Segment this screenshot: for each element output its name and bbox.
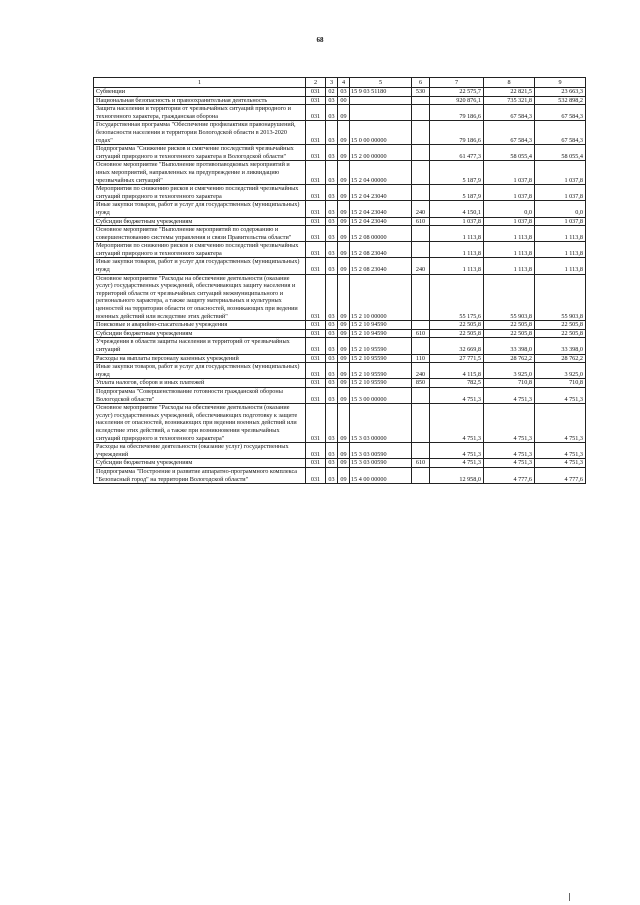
subsection-code-cell: 09 <box>338 379 350 388</box>
table-row <box>94 443 586 459</box>
amount-year2-cell: 1 113,8 <box>484 242 535 258</box>
ministry-code-cell: 031 <box>306 185 326 201</box>
table-body <box>94 88 586 484</box>
expense-type-cell <box>412 387 430 403</box>
amount-year2-cell: 33 398,0 <box>484 338 535 354</box>
subsection-code-cell: 09 <box>338 404 350 443</box>
table-row <box>94 161 586 185</box>
row-name-cell: Субсидии бюджетным учреждениям <box>94 217 306 226</box>
ministry-code-cell: 031 <box>306 274 326 321</box>
table-row <box>94 404 586 443</box>
amount-year1-cell: 5 187,9 <box>430 185 484 201</box>
subsection-code-cell: 09 <box>338 258 350 274</box>
amount-year2-cell: 67 584,3 <box>484 121 535 145</box>
subsection-code-cell: 09 <box>338 387 350 403</box>
subsection-code-cell: 09 <box>338 274 350 321</box>
amount-year3-cell: 33 398,0 <box>535 338 586 354</box>
section-code-cell: 03 <box>326 404 338 443</box>
amount-year3-cell: 1 113,8 <box>535 242 586 258</box>
ministry-code-cell: 031 <box>306 242 326 258</box>
amount-year1-cell: 79 186,6 <box>430 105 484 121</box>
header-cell: 7 <box>430 78 484 88</box>
target-article-cell: 15 2 10 95590 <box>350 354 412 363</box>
table-row <box>94 88 586 97</box>
amount-year1-cell: 22 575,7 <box>430 88 484 97</box>
section-code-cell: 03 <box>326 459 338 468</box>
target-article-cell: 15 2 00 00000 <box>350 145 412 161</box>
amount-year3-cell: 1 037,8 <box>535 161 586 185</box>
ministry-code-cell: 031 <box>306 404 326 443</box>
amount-year2-cell: 1 037,8 <box>484 185 535 201</box>
ministry-code-cell: 031 <box>306 459 326 468</box>
target-article-cell: 15 2 04 23040 <box>350 185 412 201</box>
target-article-cell <box>350 105 412 121</box>
amount-year2-cell: 22 505,8 <box>484 321 535 330</box>
amount-year1-cell: 1 113,8 <box>430 258 484 274</box>
table-row <box>94 459 586 468</box>
header-cell: 4 <box>338 78 350 88</box>
row-name-cell: Мероприятия по снижению рисков и смягчению последствий чрезвычайных ситуаций природного и техногенного характера <box>94 185 306 201</box>
header-cell: 9 <box>535 78 586 88</box>
amount-year2-cell: 4 751,3 <box>484 459 535 468</box>
target-article-cell: 15 3 03 00590 <box>350 459 412 468</box>
section-code-cell: 03 <box>326 105 338 121</box>
target-article-cell <box>350 96 412 105</box>
expense-type-cell: 610 <box>412 217 430 226</box>
amount-year3-cell: 4 777,6 <box>535 467 586 483</box>
subsection-code-cell: 09 <box>338 226 350 242</box>
ministry-code-cell: 031 <box>306 258 326 274</box>
amount-year2-cell: 4 751,3 <box>484 443 535 459</box>
expense-type-cell <box>412 242 430 258</box>
amount-year1-cell: 5 187,9 <box>430 161 484 185</box>
amount-year1-cell: 1 037,8 <box>430 217 484 226</box>
header-cell: 5 <box>350 78 412 88</box>
ministry-code-cell: 031 <box>306 226 326 242</box>
table-row <box>94 467 586 483</box>
ministry-code-cell: 031 <box>306 338 326 354</box>
target-article-cell: 15 2 10 95590 <box>350 363 412 379</box>
expense-type-cell: 110 <box>412 354 430 363</box>
row-name-cell: Подпрограмма "Совершенствование готовности гражданской обороны Вологодской области" <box>94 387 306 403</box>
amount-year3-cell: 4 751,3 <box>535 404 586 443</box>
section-code-cell: 03 <box>326 354 338 363</box>
header-cell: 6 <box>412 78 430 88</box>
target-article-cell: 15 2 08 23040 <box>350 242 412 258</box>
amount-year3-cell: 532 898,2 <box>535 96 586 105</box>
row-name-cell: Основное мероприятие "Выполнение мероприятий по содержанию и совершенствованию системы управления и связи Правительства области" <box>94 226 306 242</box>
amount-year2-cell: 28 762,2 <box>484 354 535 363</box>
table-row <box>94 217 586 226</box>
table-row <box>94 258 586 274</box>
section-code-cell: 03 <box>326 217 338 226</box>
table-header-row <box>94 78 586 88</box>
expense-type-cell: 530 <box>412 88 430 97</box>
subsection-code-cell: 09 <box>338 185 350 201</box>
section-code-cell: 03 <box>326 121 338 145</box>
amount-year2-cell: 735 321,8 <box>484 96 535 105</box>
amount-year3-cell: 4 751,3 <box>535 443 586 459</box>
expense-type-cell: 610 <box>412 459 430 468</box>
row-name-cell: Поисковые и аварийно-спасательные учреждения <box>94 321 306 330</box>
section-code-cell: 03 <box>326 329 338 338</box>
row-name-cell: Подпрограмма "Построение и развитие аппаратно-программного комплекса "Безопасный город" на территории Вологодской области" <box>94 467 306 483</box>
amount-year3-cell: 67 584,3 <box>535 105 586 121</box>
section-code-cell: 03 <box>326 185 338 201</box>
expense-type-cell <box>412 443 430 459</box>
target-article-cell: 15 2 04 23040 <box>350 201 412 217</box>
ministry-code-cell: 031 <box>306 88 326 97</box>
expense-type-cell <box>412 467 430 483</box>
table-row <box>94 354 586 363</box>
subsection-code-cell: 09 <box>338 467 350 483</box>
header-cell: 2 <box>306 78 326 88</box>
expense-type-cell <box>412 338 430 354</box>
subsection-code-cell: 09 <box>338 338 350 354</box>
expense-type-cell <box>412 96 430 105</box>
amount-year1-cell: 1 113,8 <box>430 226 484 242</box>
section-code-cell: 03 <box>326 274 338 321</box>
expense-type-cell: 240 <box>412 258 430 274</box>
ministry-code-cell: 031 <box>306 161 326 185</box>
subsection-code-cell: 09 <box>338 105 350 121</box>
row-name-cell: Субсидии бюджетным учреждениям <box>94 459 306 468</box>
row-name-cell: Подпрограмма "Снижение рисков и смягчение последствий чрезвычайных ситуаций природного и техногенного характера в Вологодской области" <box>94 145 306 161</box>
amount-year2-cell: 22 505,8 <box>484 329 535 338</box>
amount-year2-cell: 4 751,3 <box>484 387 535 403</box>
amount-year3-cell: 3 925,0 <box>535 363 586 379</box>
row-name-cell: Расходы на выплаты персоналу казенных учреждений <box>94 354 306 363</box>
amount-year2-cell: 710,8 <box>484 379 535 388</box>
section-code-cell: 02 <box>326 88 338 97</box>
expense-type-cell <box>412 121 430 145</box>
subsection-code-cell: 09 <box>338 443 350 459</box>
table-row <box>94 201 586 217</box>
row-name-cell: Основное мероприятие "Выполнение противопаводковых мероприятий и иных мероприятий, направленных на предупреждение и ликвидацию чрезвычайных ситуаций" <box>94 161 306 185</box>
section-code-cell: 03 <box>326 363 338 379</box>
header-cell: 3 <box>326 78 338 88</box>
row-name-cell: Субвенции <box>94 88 306 97</box>
row-name-cell: Государственная программа "Обеспечение профилактики правонарушений, безопасности населения и территории Вологодской области в 2013-2020 годах" <box>94 121 306 145</box>
page-number: 68 <box>316 36 324 44</box>
section-code-cell: 03 <box>326 338 338 354</box>
target-article-cell: 15 3 03 00590 <box>350 443 412 459</box>
section-code-cell: 03 <box>326 467 338 483</box>
expense-type-cell <box>412 185 430 201</box>
amount-year1-cell: 61 477,3 <box>430 145 484 161</box>
expense-type-cell: 240 <box>412 363 430 379</box>
ministry-code-cell: 031 <box>306 329 326 338</box>
amount-year2-cell: 22 821,5 <box>484 88 535 97</box>
amount-year1-cell: 782,5 <box>430 379 484 388</box>
amount-year2-cell: 58 055,4 <box>484 145 535 161</box>
table-row <box>94 145 586 161</box>
row-name-cell: Иные закупки товаров, работ и услуг для государственных (муниципальных) нужд <box>94 201 306 217</box>
amount-year2-cell: 1 113,8 <box>484 258 535 274</box>
amount-year2-cell: 55 903,8 <box>484 274 535 321</box>
row-name-cell: Расходы на обеспечение деятельности (оказание услуг) государственных учреждений <box>94 443 306 459</box>
expense-type-cell: 240 <box>412 201 430 217</box>
header-cell: 8 <box>484 78 535 88</box>
table-row <box>94 185 586 201</box>
amount-year3-cell: 1 113,8 <box>535 258 586 274</box>
target-article-cell: 15 2 10 94590 <box>350 329 412 338</box>
row-name-cell: Защита населения и территории от чрезвычайных ситуаций природного и техногенного характера, гражданская оборона <box>94 105 306 121</box>
section-code-cell: 03 <box>326 321 338 330</box>
ministry-code-cell: 031 <box>306 201 326 217</box>
table-row <box>94 387 586 403</box>
row-name-cell: Субсидии бюджетным учреждениям <box>94 329 306 338</box>
table-row <box>94 338 586 354</box>
amount-year3-cell: 1 113,8 <box>535 226 586 242</box>
row-name-cell: Национальная безопасность и правоохранительная деятельность <box>94 96 306 105</box>
amount-year2-cell: 3 925,0 <box>484 363 535 379</box>
expense-type-cell <box>412 105 430 121</box>
target-article-cell: 15 0 00 00000 <box>350 121 412 145</box>
amount-year3-cell: 55 903,8 <box>535 274 586 321</box>
table-row <box>94 363 586 379</box>
row-name-cell: Иные закупки товаров, работ и услуг для государственных (муниципальных) нужд <box>94 258 306 274</box>
ministry-code-cell: 031 <box>306 96 326 105</box>
ministry-code-cell: 031 <box>306 321 326 330</box>
amount-year2-cell: 4 751,3 <box>484 404 535 443</box>
subsection-code-cell: 09 <box>338 161 350 185</box>
amount-year3-cell: 1 037,8 <box>535 185 586 201</box>
amount-year3-cell: 58 055,4 <box>535 145 586 161</box>
row-name-cell: Уплата налогов, сборов и иных платежей <box>94 379 306 388</box>
amount-year2-cell: 1 113,8 <box>484 226 535 242</box>
table-row <box>94 379 586 388</box>
section-code-cell: 03 <box>326 443 338 459</box>
amount-year3-cell: 23 663,3 <box>535 88 586 97</box>
amount-year1-cell: 1 113,8 <box>430 242 484 258</box>
expense-type-cell: 610 <box>412 329 430 338</box>
table-row <box>94 121 586 145</box>
amount-year2-cell: 4 777,6 <box>484 467 535 483</box>
amount-year3-cell: 4 751,3 <box>535 459 586 468</box>
section-code-cell: 03 <box>326 145 338 161</box>
ministry-code-cell: 031 <box>306 105 326 121</box>
target-article-cell: 15 2 10 95590 <box>350 379 412 388</box>
subsection-code-cell: 09 <box>338 217 350 226</box>
target-article-cell: 15 2 10 00000 <box>350 274 412 321</box>
target-article-cell: 15 3 00 00000 <box>350 387 412 403</box>
target-article-cell: 15 2 10 95590 <box>350 338 412 354</box>
amount-year2-cell: 67 584,3 <box>484 105 535 121</box>
subsection-code-cell: 00 <box>338 96 350 105</box>
amount-year1-cell: 4 150,1 <box>430 201 484 217</box>
amount-year1-cell: 22 505,8 <box>430 321 484 330</box>
row-name-cell: Учреждения в области защиты населения и территорий от чрезвычайных ситуаций <box>94 338 306 354</box>
table-row <box>94 274 586 321</box>
row-name-cell: Основное мероприятие "Расходы на обеспечение деятельности (оказание услуг) государственных учреждений, обеспечивающих защиту населения и территорий области от чрезвычайных ситуаций межмуниципального и регионального характера, а также защиту материальных и культурных ценностей на территории области от опасностей, возникающих при ведении военных действий или вследствие этих действий" <box>94 274 306 321</box>
amount-year1-cell: 4 751,3 <box>430 459 484 468</box>
page-edge-mark <box>569 893 570 901</box>
ministry-code-cell: 031 <box>306 145 326 161</box>
expense-type-cell <box>412 404 430 443</box>
row-name-cell: Мероприятия по снижению рисков и смягчению последствий чрезвычайных ситуаций природного и техногенного характера <box>94 242 306 258</box>
amount-year1-cell: 27 771,5 <box>430 354 484 363</box>
expense-type-cell <box>412 161 430 185</box>
table-row <box>94 96 586 105</box>
amount-year1-cell: 12 958,0 <box>430 467 484 483</box>
table-row <box>94 105 586 121</box>
header-cell: 1 <box>94 78 306 88</box>
expense-type-cell <box>412 321 430 330</box>
amount-year1-cell: 32 669,8 <box>430 338 484 354</box>
section-code-cell: 03 <box>326 161 338 185</box>
subsection-code-cell: 09 <box>338 363 350 379</box>
table-row <box>94 329 586 338</box>
amount-year1-cell: 79 186,6 <box>430 121 484 145</box>
subsection-code-cell: 09 <box>338 329 350 338</box>
amount-year1-cell: 4 115,8 <box>430 363 484 379</box>
target-article-cell: 15 9 03 51180 <box>350 88 412 97</box>
amount-year2-cell: 1 037,8 <box>484 217 535 226</box>
subsection-code-cell: 09 <box>338 321 350 330</box>
amount-year1-cell: 4 751,3 <box>430 387 484 403</box>
row-name-cell: Основное мероприятие "Расходы на обеспечение деятельности (оказание услуг) государственных учреждений, обеспечивающих подготовку к защите населения от опасностей, возникающих при ведении военных действий или вследствие этих действий, а также при возникновении чрезвычайных ситуаций природного и техногенного характера" <box>94 404 306 443</box>
section-code-cell: 03 <box>326 226 338 242</box>
amount-year1-cell: 4 751,3 <box>430 404 484 443</box>
section-code-cell: 03 <box>326 258 338 274</box>
amount-year1-cell: 4 751,3 <box>430 443 484 459</box>
expense-type-cell <box>412 274 430 321</box>
subsection-code-cell: 09 <box>338 354 350 363</box>
target-article-cell: 15 2 10 94590 <box>350 321 412 330</box>
ministry-code-cell: 031 <box>306 121 326 145</box>
amount-year3-cell: 28 762,2 <box>535 354 586 363</box>
section-code-cell: 03 <box>326 96 338 105</box>
target-article-cell: 15 2 08 00000 <box>350 226 412 242</box>
amount-year3-cell: 4 751,3 <box>535 387 586 403</box>
amount-year1-cell: 22 505,8 <box>430 329 484 338</box>
amount-year2-cell: 1 037,8 <box>484 161 535 185</box>
ministry-code-cell: 031 <box>306 387 326 403</box>
subsection-code-cell: 09 <box>338 121 350 145</box>
ministry-code-cell: 031 <box>306 443 326 459</box>
subsection-code-cell: 09 <box>338 145 350 161</box>
ministry-code-cell: 031 <box>306 379 326 388</box>
ministry-code-cell: 031 <box>306 467 326 483</box>
section-code-cell: 03 <box>326 379 338 388</box>
amount-year3-cell: 0,0 <box>535 201 586 217</box>
amount-year3-cell: 67 584,3 <box>535 121 586 145</box>
amount-year2-cell: 0,0 <box>484 201 535 217</box>
subsection-code-cell: 09 <box>338 242 350 258</box>
subsection-code-cell: 09 <box>338 459 350 468</box>
target-article-cell: 15 3 03 00000 <box>350 404 412 443</box>
amount-year3-cell: 710,8 <box>535 379 586 388</box>
amount-year3-cell: 22 505,8 <box>535 329 586 338</box>
subsection-code-cell: 09 <box>338 201 350 217</box>
target-article-cell: 15 2 04 00000 <box>350 161 412 185</box>
amount-year1-cell: 920 876,1 <box>430 96 484 105</box>
expense-type-cell <box>412 226 430 242</box>
amount-year3-cell: 22 505,8 <box>535 321 586 330</box>
table-row <box>94 226 586 242</box>
ministry-code-cell: 031 <box>306 354 326 363</box>
table-row <box>94 321 586 330</box>
subsection-code-cell: 03 <box>338 88 350 97</box>
target-article-cell: 15 4 00 00000 <box>350 467 412 483</box>
ministry-code-cell: 031 <box>306 217 326 226</box>
ministry-code-cell: 031 <box>306 363 326 379</box>
section-code-cell: 03 <box>326 387 338 403</box>
section-code-cell: 03 <box>326 201 338 217</box>
target-article-cell: 15 2 04 23040 <box>350 217 412 226</box>
budget-table <box>93 77 586 484</box>
table-row <box>94 242 586 258</box>
amount-year3-cell: 1 037,8 <box>535 217 586 226</box>
expense-type-cell <box>412 145 430 161</box>
target-article-cell: 15 2 08 23040 <box>350 258 412 274</box>
expense-type-cell: 850 <box>412 379 430 388</box>
section-code-cell: 03 <box>326 242 338 258</box>
amount-year1-cell: 55 175,6 <box>430 274 484 321</box>
row-name-cell: Иные закупки товаров, работ и услуг для государственных (муниципальных) нужд <box>94 363 306 379</box>
